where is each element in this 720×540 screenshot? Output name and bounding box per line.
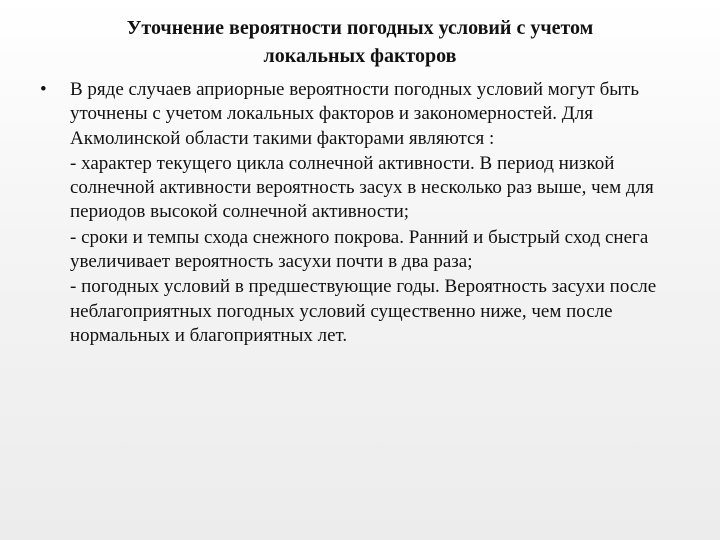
slide-title-line-1: Уточнение вероятности погодных условий с учетом [126, 17, 594, 39]
factor-solar-activity: - характер текущего цикла солнечной активности. В период низкой солнечной активности вероятность засух в несколько раз выше, чем для периодов высокой солнечной активности; [70, 152, 654, 223]
factor-previous-years: - погодных условий в предшествующие годы. Вероятность засухи после неблагоприятных погодных условий существенно ниже, чем после нормальных и благоприятных лет. [70, 276, 657, 346]
slide-content [40, 78, 680, 348]
intro-paragraph: В ряде случаев априорные вероятности погодных условий могут быть уточнены с учетом локальных факторов и закономерностей. Для Акмолинской области такими факторами являются : [70, 79, 640, 149]
slide-title [60, 14, 660, 70]
bullet-icon: • [40, 79, 47, 100]
bullet-text [70, 78, 680, 348]
slide-title-line-2: локальных факторов [263, 45, 457, 67]
factor-snow-melt: - сроки и темпы схода снежного покрова. Ранний и быстрый сход снега увеличивает вероятность засухи почти в два раза; [70, 226, 649, 273]
bullet-item [40, 78, 680, 348]
